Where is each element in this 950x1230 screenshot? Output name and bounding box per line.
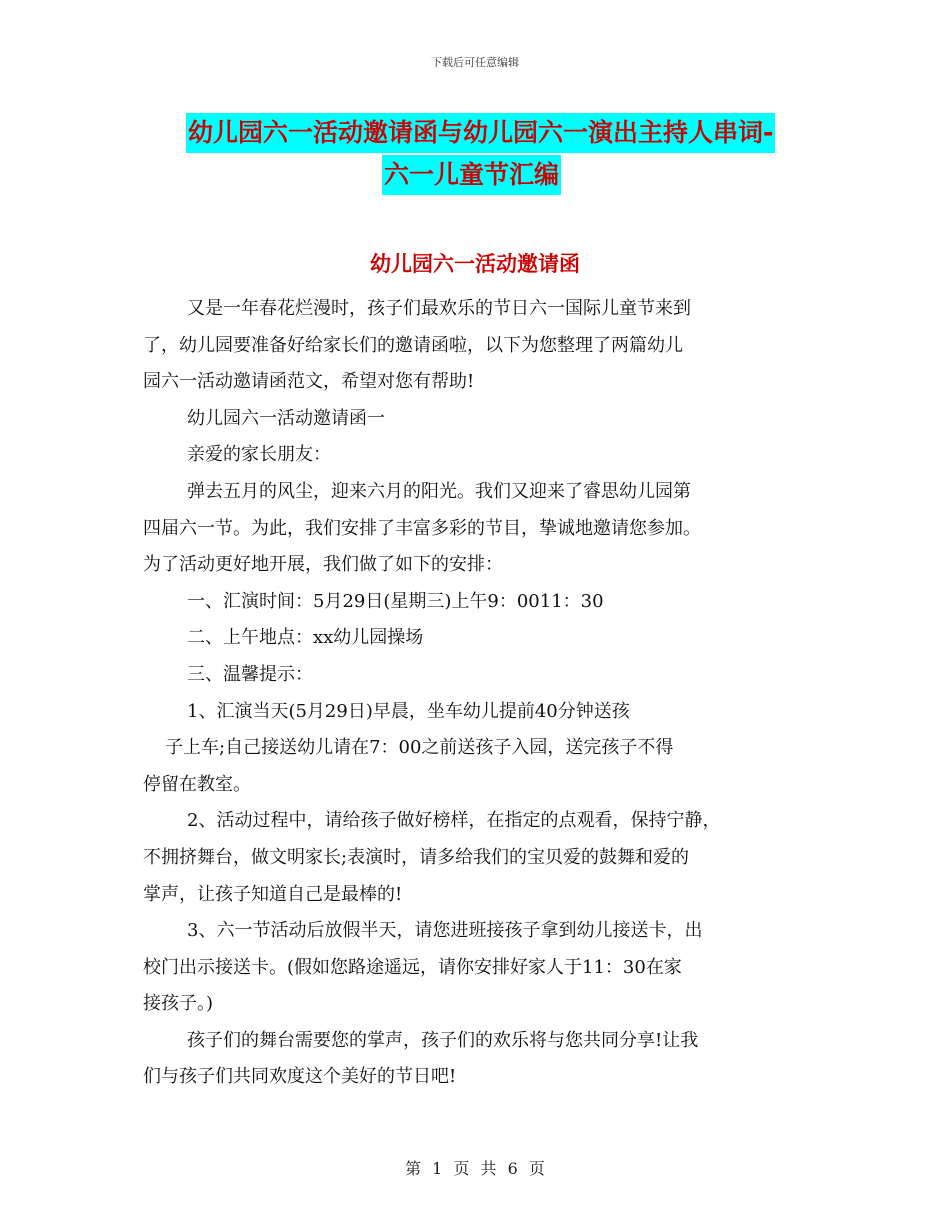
subheading-line: 幼儿园六一活动邀请函一 [187, 407, 385, 429]
text-line: 为了活动更好地开展，我们做了如下的安排： [143, 554, 503, 576]
document-title-line-1: 幼儿园六一活动邀请函与幼儿园六一演出主持人串词- [186, 113, 775, 153]
text-line: 停留在教室。 [143, 773, 251, 795]
text-line: 接孩子。) [143, 993, 214, 1015]
text-line: 校门出示接送卡。(假如您路途遥远，请你安排好家人于11：30在家 [143, 956, 682, 978]
text-line: 子上车;自己接送幼儿请在7：00之前送孩子入园，送完孩子不得 [165, 737, 674, 759]
header-note: 下载后可任意编辑 [431, 56, 519, 69]
text-line: 园六一活动邀请函范文，希望对您有帮助! [143, 371, 475, 393]
salutation-line: 亲爱的家长朋友： [187, 444, 331, 466]
section-heading: 幼儿园六一活动邀请函 [370, 252, 580, 276]
document-title-line-2: 六一儿童节汇编 [382, 155, 561, 195]
page-number: 第 1 页 共 6 页 [405, 1159, 545, 1178]
text-line: 不拥挤舞台，做文明家长;表演时，请多给我们的宝贝爱的鼓舞和爱的 [143, 846, 690, 868]
text-line: 了，幼儿园要准备好给家长们的邀请函啦，以下为您整理了两篇幼儿 [143, 334, 683, 356]
list-item: 3、六一节活动后放假半天，请您进班接孩子拿到幼儿接送卡，出 [187, 920, 703, 942]
text-line: 又是一年春花烂漫时，孩子们最欢乐的节日六一国际儿童节来到 [187, 298, 691, 319]
text-line: 掌声，让孩子知道自己是最棒的! [143, 883, 403, 905]
list-item: 二、上午地点：xx幼儿园操场 [187, 627, 424, 649]
text-line: 孩子们的舞台需要您的掌声，孩子们的欢乐将与您共同分享!让我 [187, 1029, 699, 1051]
text-line: 四届六一节。为此，我们安排了丰富多彩的节目，挚诚地邀请您参加。 [143, 517, 701, 539]
text-line: 弹去五月的风尘，迎来六月的阳光。我们又迎来了睿思幼儿园第 [187, 480, 691, 502]
body-text [143, 291, 813, 1096]
list-item: 三、温馨提示： [187, 663, 313, 685]
list-item: 1、汇演当天(5月29日)早晨，坐车幼儿提前40分钟送孩 [187, 700, 630, 722]
list-item: 2、活动过程中，请给孩子做好榜样，在指定的点观看，保持宁静， [187, 810, 721, 832]
text-line: 们与孩子们共同欢度这个美好的节日吧! [143, 1066, 457, 1088]
list-item: 一、汇演时间：5月29日(星期三)上午9：0011：30 [187, 590, 604, 612]
